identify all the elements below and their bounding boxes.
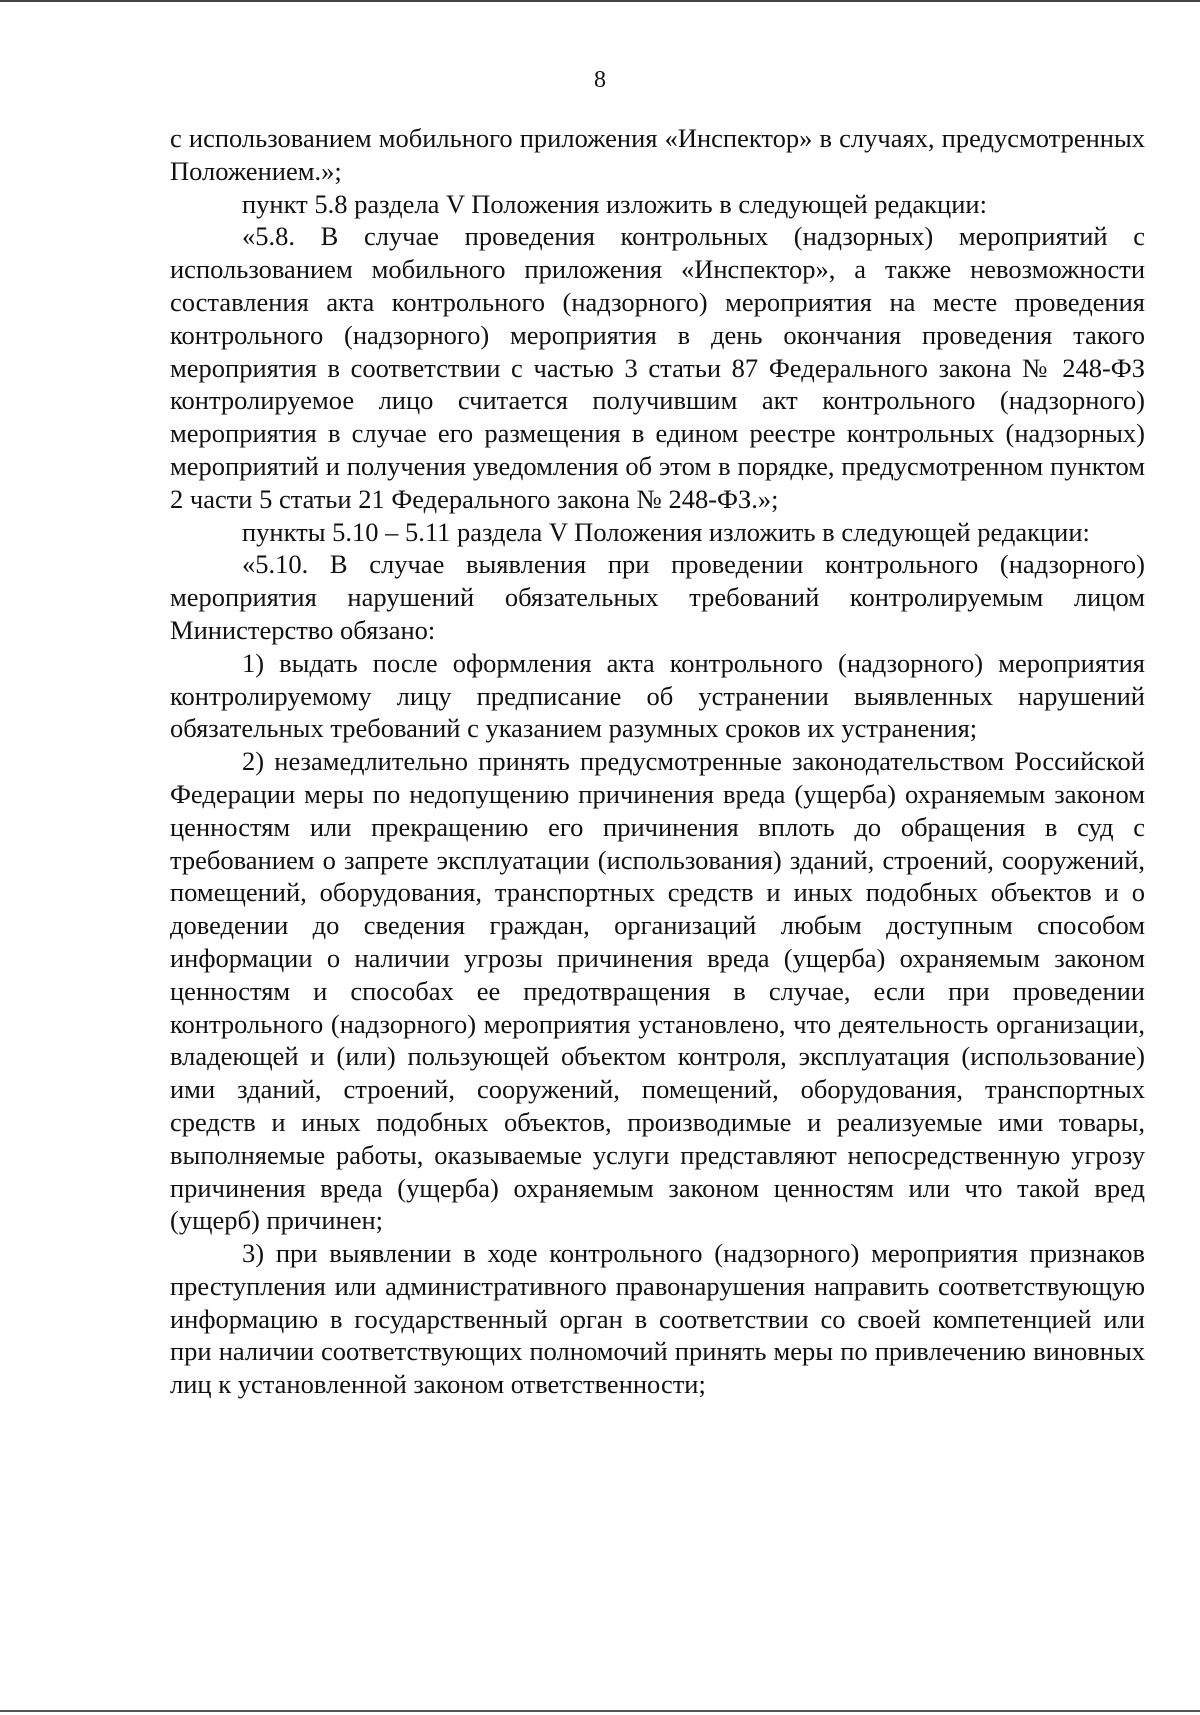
- document-body: [170, 122, 1145, 1401]
- paragraph: «5.8. В случае проведения контрольных (надзорных) мероприятий с использованием мобильного приложения «Инспектор», а также невозможности составления акта контрольного (надзорного) мероприятия на месте проведения контрольного (надзорного) мероприятия в день окончания проведения такого мероприятия в соответствии с частью 3 статьи 87 Федерального закона № 248-ФЗ контролируемое лицо считается получившим акт контрольного (надзорного) мероприятия в случае его размещения в едином реестре контрольных (надзорных) мероприятий и получения уведомления об этом в порядке, предусмотренном пунктом 2 части 5 статьи 21 Федерального закона № 248-ФЗ.»;: [170, 221, 1145, 514]
- page-number: 8: [594, 67, 606, 93]
- list-item: 2) незамедлительно принять предусмотренные законодательством Российской Федерации меры по недопущению причинения вреда (ущерба) охраняемым законом ценностям или прекращению его причинения вплоть до обращения в суд с требованием о запрете эксплуатации (использования) зданий, строений, сооружений, помещений, оборудования, транспортных средств и иных подобных объектов и о доведении до сведения граждан, организаций любым доступным способом информации о наличии угрозы причинения вреда (ущерба) охраняемым законом ценностям и способах ее предотвращения в случае, если при проведении контрольного (надзорного) мероприятия установлено, что деятельность организации, владеющей и (или) пользующей объектом контроля, эксплуатация (использование) ими зданий, строений, сооружений, помещений, оборудования, транспортных средств и иных подобных объектов, производимые и реализуемые ими товары, выполняемые работы, оказываемые услуги представляют непосредственную угрозу причинения вреда (ущерба) охраняемым законом ценностям или что такой вред (ущерб) причинен;: [170, 746, 1145, 1236]
- scan-edge-bottom: [0, 1710, 1200, 1712]
- paragraph: пункт 5.8 раздела V Положения изложить в следующей редакции:: [242, 188, 987, 219]
- scan-edge-top: [0, 0, 1200, 2]
- paragraph: «5.10. В случае выявления при проведении контрольного (надзорного) мероприятия нарушений обязательных требований контролируемым лицом Министерство обязано:: [170, 549, 1145, 645]
- list-item: 1) выдать после оформления акта контрольного (надзорного) мероприятия контролируемому лицу предписание об устранении выявленных нарушений обязательных требований с указанием разумных сроков их устранения;: [170, 647, 1145, 744]
- paragraph: пункты 5.10 – 5.11 раздела V Положения изложить в следующей редакции:: [242, 516, 1090, 547]
- paragraph: с использованием мобильного приложения «Инспектор» в случаях, предусмотренных Положением.»;: [170, 123, 1145, 186]
- list-item: 3) при выявлении в ходе контрольного (надзорного) мероприятия признаков преступления или административного правонарушения направить соответствующую информацию в государственный орган в соответствии со своей компетенцией или при наличии соответствующих полномочий принять меры по привлечению виновных лиц к установленной законом ответственности;: [170, 1238, 1145, 1400]
